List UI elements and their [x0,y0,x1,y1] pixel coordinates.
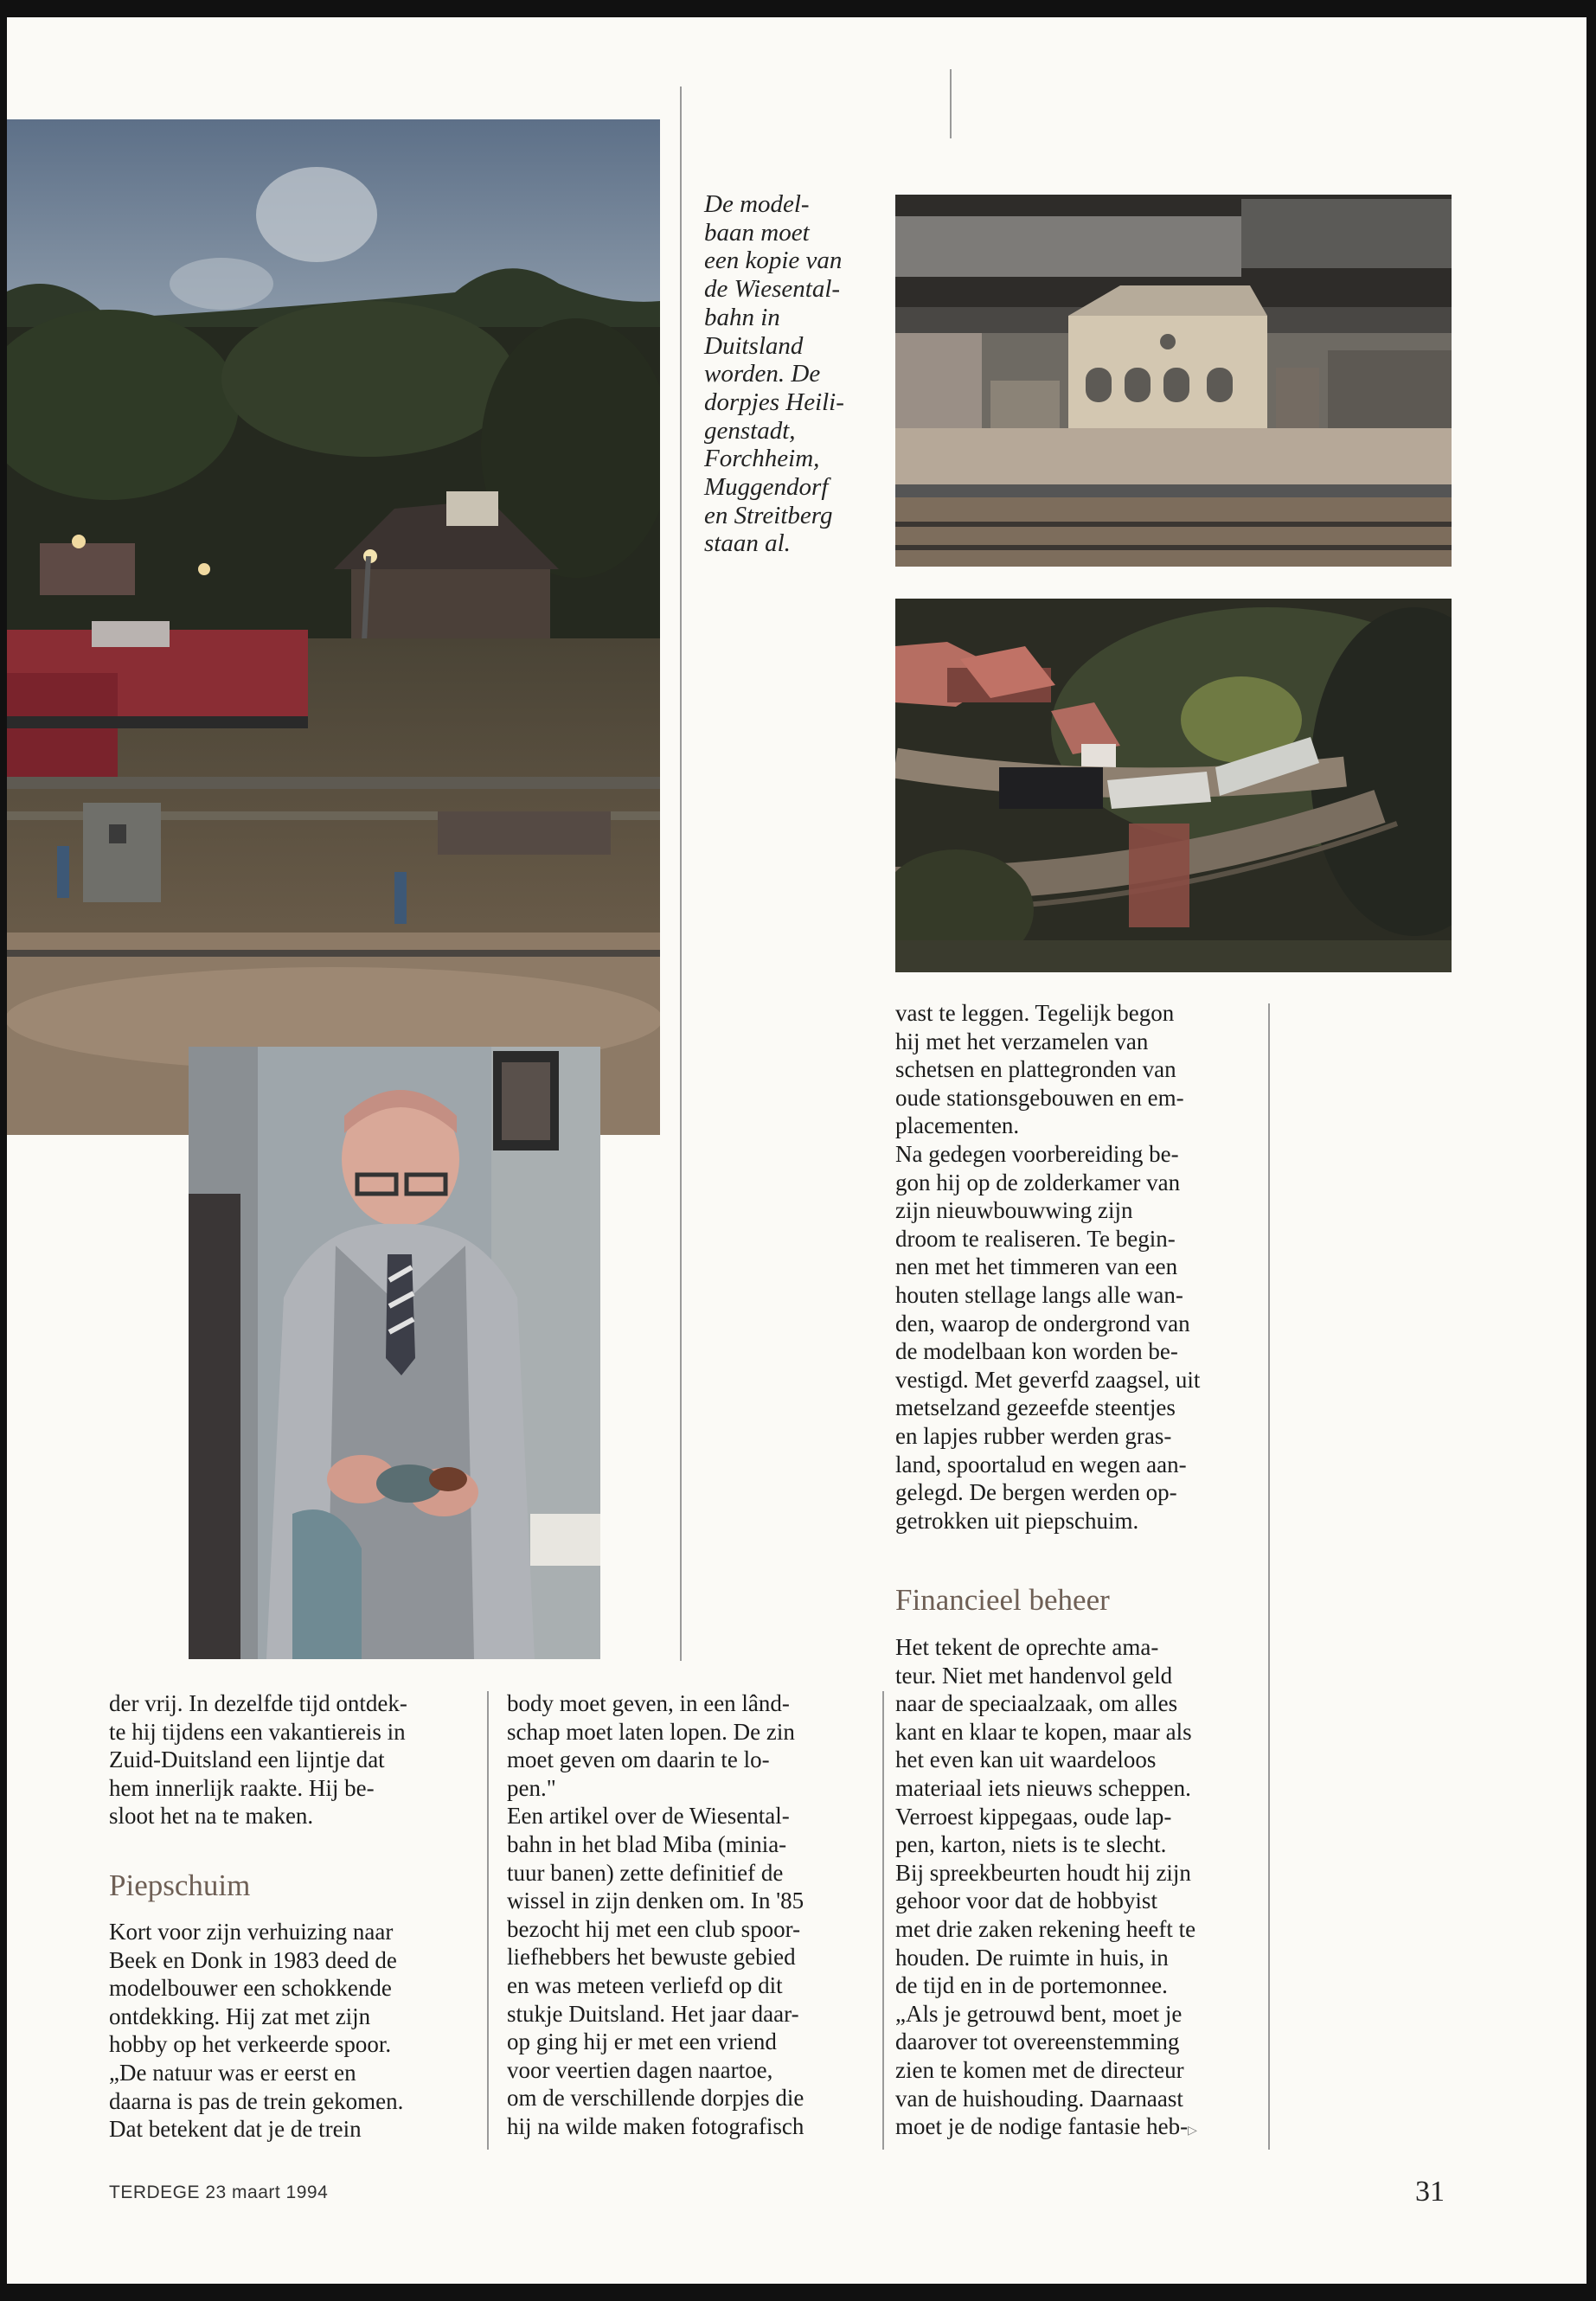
body-paragraph: Het tekent de oprechte ama- teur. Niet met handenvol geld naar de speciaalzaak, om alles kant en klaar te kopen, maar als het even kan uit waardeloos materiaal iets nieuws scheppen. Verroest kippegaas, oude lap- pen, karton, niets is te slecht. Bij spreekbeurten houdt hij zijn gehoor voor dat de hobbyist met drie zaken rekening heeft te houden. De ruimte in huis, in de tijd en in de portemonnee. „Als je getrouwd bent, moet je daarover tot overeenstemming zien te komen met de directeur van de huishouding. Daarnaast moet je de nodige fantasie heb- [895,1634,1196,2140]
photo-caption [704,190,877,558]
body-paragraph: Na gedegen voorbereiding be- gon hij op de zolderkamer van zijn nieuwbouwwing zijn droom te realiseren. Te begin- nen met het timmeren van een houten stellage langs alle wan- den, waarop de ondergrond van de modelbaan kon worden be- vestigd. Met geverfd zaagsel, uit metselzand gezeefde steentjes en lapjes rubber werden gras- land, spoortalud en wegen aan- gelegd. De bergen werden op- getrokken uit piepschuim. [895,1140,1201,1534]
body-paragraph: Een artikel over de Wiesental- bahn in het blad Miba (minia- tuur banen) zette definitief de wissel in zijn denken om. In '85 bezocht hij met een club spoor- liefhebbers het bewuste gebied en was meteen verliefd op dit stukje Duitsland. Het jaar daar- op ging hij er met een vriend voor veertien dagen naartoe, om de verschillende dorpjes die hij na wilde maken fotografisch [507,1803,804,2139]
caption-line: de Wiesental- [704,275,841,304]
caption-line: bahn in [704,303,780,331]
column1-text [109,1689,481,1830]
caption-line: baan moet [704,218,810,247]
caption-line: genstadt, [704,416,796,445]
section-heading-financieel-beheer: Financieel beheer [895,1583,1110,1617]
body-paragraph: vast te leggen. Tegelijk begon hij met het verzamelen van schetsen en plattegronden van oude stationsgebouwen en em- placementen. [895,1000,1184,1139]
caption-line: dorpjes Heili- [704,388,844,416]
column3-upper-text [895,999,1250,1535]
body-paragraph: Kort voor zijn verhuizing naar Beek en Donk in 1983 deed de modelbouwer een schokkende ontdekking. Hij zat met zijn hobby op het verkeerde spoor. „De natuur was er eerst en daarna is pas de trein gekomen. Dat betekent dat je de trein [109,1919,404,2143]
page-number: 31 [1415,2176,1445,2208]
locomotive-curve-photo [895,599,1452,972]
column-rule-right [1268,1003,1270,2150]
caption-line: worden. De [704,360,821,388]
footer-magazine-date: TERDEGE 23 maart 1994 [109,2182,329,2202]
caption-line: Muggendorf [704,473,829,502]
section-heading-piepschuim: Piepschuim [109,1868,251,1902]
body-paragraph: der vrij. In dezelfde tijd ontdek- te hij tijdens een vakantiereis in Zuid-Duitsland een lijntje dat hem innerlijk raakte. Hij be- sloot het na te maken. [109,1690,407,1830]
caption-line: Duitsland [704,331,804,360]
column-rule-middle [882,1691,884,2150]
station-photo [895,195,1452,567]
body-paragraph: body moet geven, in een lând- schap moet laten lopen. De zin moet geven om daarin te lo- pen." [507,1690,795,1801]
continue-arrow-icon: ▷ [1188,2124,1197,2138]
magazine-page [7,17,1586,2284]
column3-lower-text [895,1633,1259,2145]
column1-text-lower [109,1918,481,2144]
column2-text [507,1689,879,2141]
caption-line: en Streitberg [704,501,833,529]
caption-line: De model- [704,190,810,218]
model-railway-photo-large [7,119,660,1135]
caption-line: een kopie van [704,247,843,275]
caption-line: Forchheim, [704,445,820,473]
modelbuilder-portrait-photo [189,1047,600,1659]
column-rule-left [487,1691,489,2150]
column-rule-decoration [950,69,952,138]
caption-line: staan al. [704,529,791,558]
column-rule-top [680,87,682,1661]
